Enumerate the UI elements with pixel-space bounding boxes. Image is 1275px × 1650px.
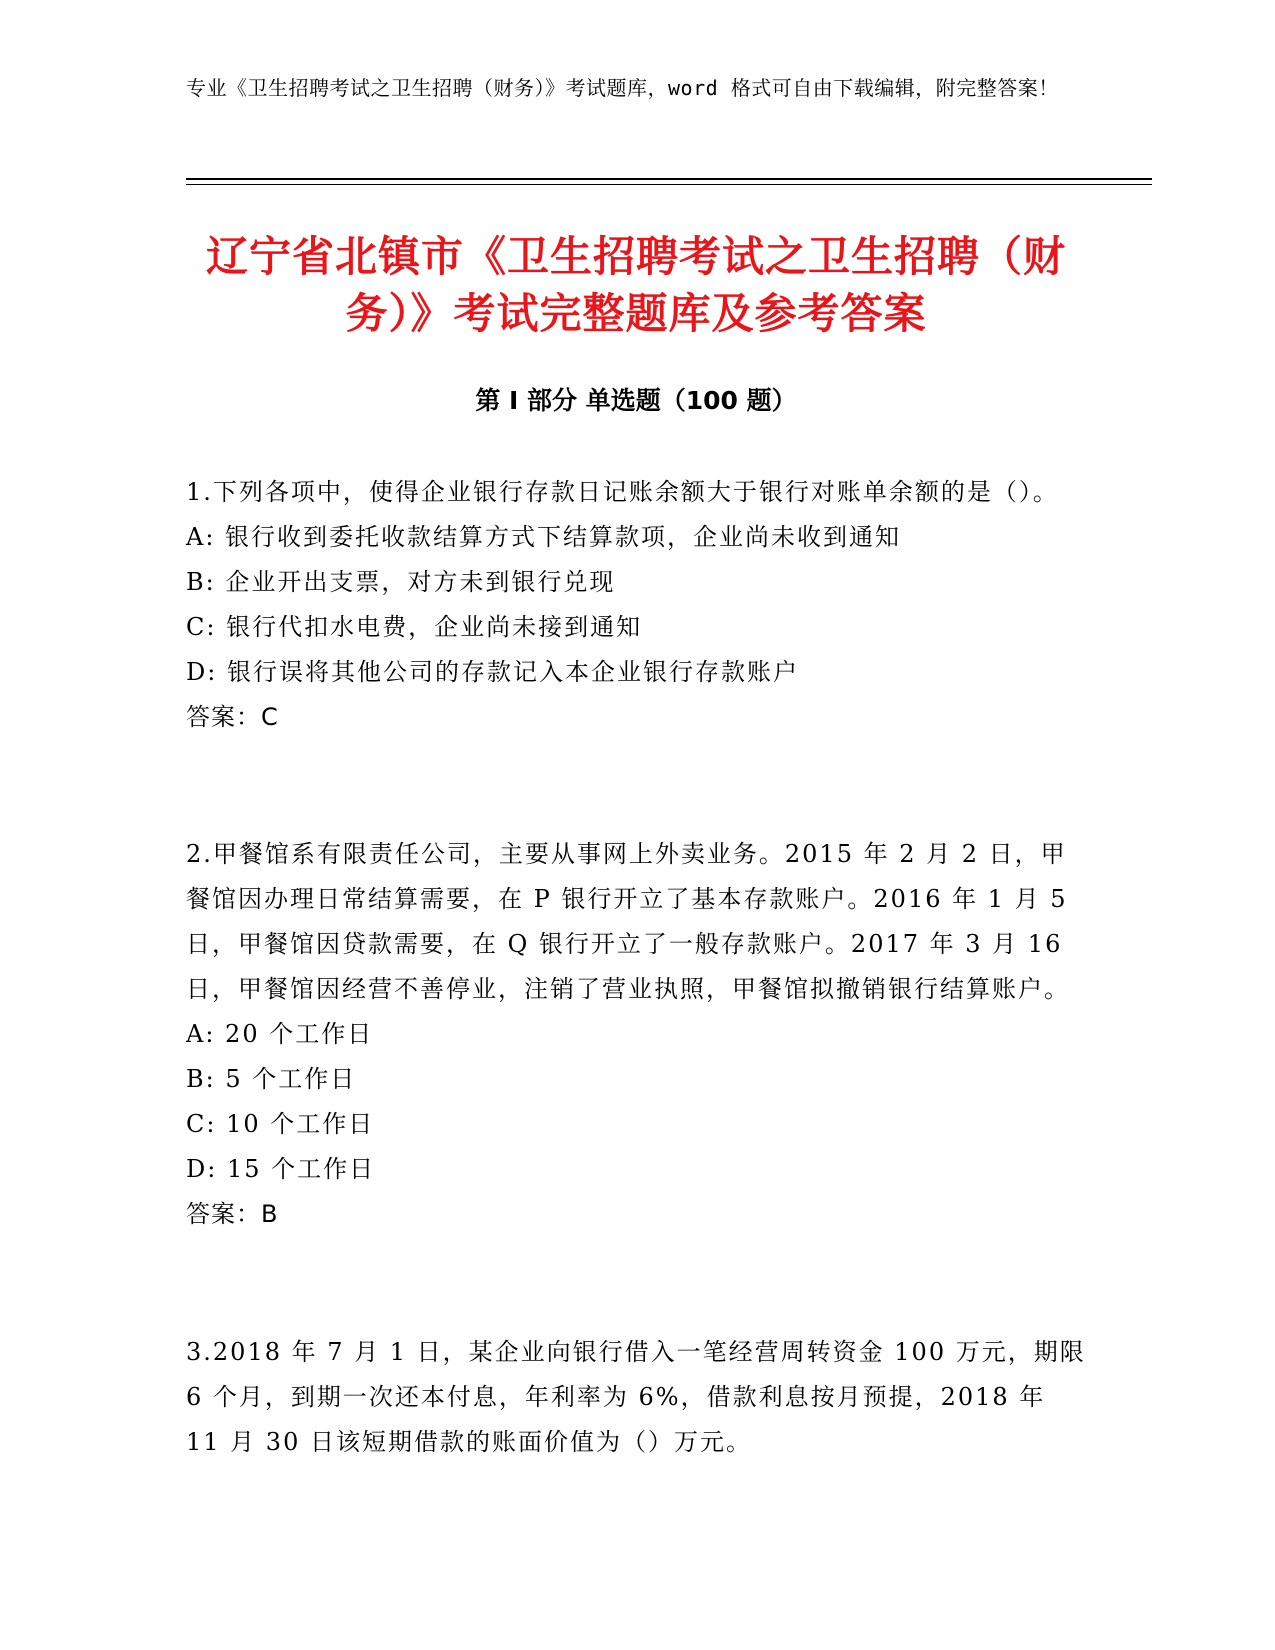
- question-stem: 2.甲餐馆系有限责任公司，主要从事网上外卖业务。2015 年 2 月 2 日，甲餐馆因办理日常结算需要，在 P 银行开立了基本存款账户。2016 年 1 月 5 日，甲餐馆因贷款需要，在 Q 银行开立了一般存款账户。2017 年 3 月 16 日，甲餐馆因经营不善停业，注销了营业执照，甲餐馆拟撤销银行结算账户。: [186, 840, 1070, 1003]
- header-divider-thick: [186, 178, 1152, 180]
- header-note: 专业《卫生招聘考试之卫生招聘（财务）》考试题库，word 格式可自由下载编辑，附完整答案！: [186, 76, 1059, 100]
- answer: 答案：C: [186, 703, 279, 731]
- option-d: D: 银行误将其他公司的存款记入本企业银行存款账户: [186, 658, 799, 686]
- answer: 答案：B: [186, 1200, 279, 1228]
- question-stem: 1.下列各项中，使得企业银行存款日记账余额大于银行对账单余额的是（）。: [186, 478, 1059, 506]
- question-1: [186, 470, 1086, 740]
- header-divider-thin: [186, 184, 1152, 185]
- option-d: D: 15 个工作日: [186, 1155, 376, 1183]
- option-a: A: 银行收到委托收款结算方式下结算款项，企业尚未收到通知: [186, 523, 902, 551]
- option-c: C: 10 个工作日: [186, 1110, 375, 1138]
- option-a: A: 20 个工作日: [186, 1020, 374, 1048]
- option-b: B: 企业开出支票，对方未到银行兑现: [186, 568, 616, 596]
- question-2: [186, 832, 1086, 1237]
- section-title: 第 I 部分 单选题（100 题）: [475, 386, 797, 415]
- question-3: [186, 1330, 1086, 1465]
- question-stem: 3.2018 年 7 月 1 日，某企业向银行借入一笔经营周转资金 100 万元，期限 6 个月，到期一次还本付息，年利率为 6%，借款利息按月预提，2018 年 11 月 30 日该短期借款的账面价值为（）万元。: [186, 1338, 1086, 1456]
- document-title: 辽宁省北镇市《卫生招聘考试之卫生招聘（财务）》考试完整题库及参考答案: [205, 232, 1066, 338]
- option-b: B: 5 个工作日: [186, 1065, 357, 1093]
- option-c: C: 银行代扣水电费，企业尚未接到通知: [186, 613, 643, 641]
